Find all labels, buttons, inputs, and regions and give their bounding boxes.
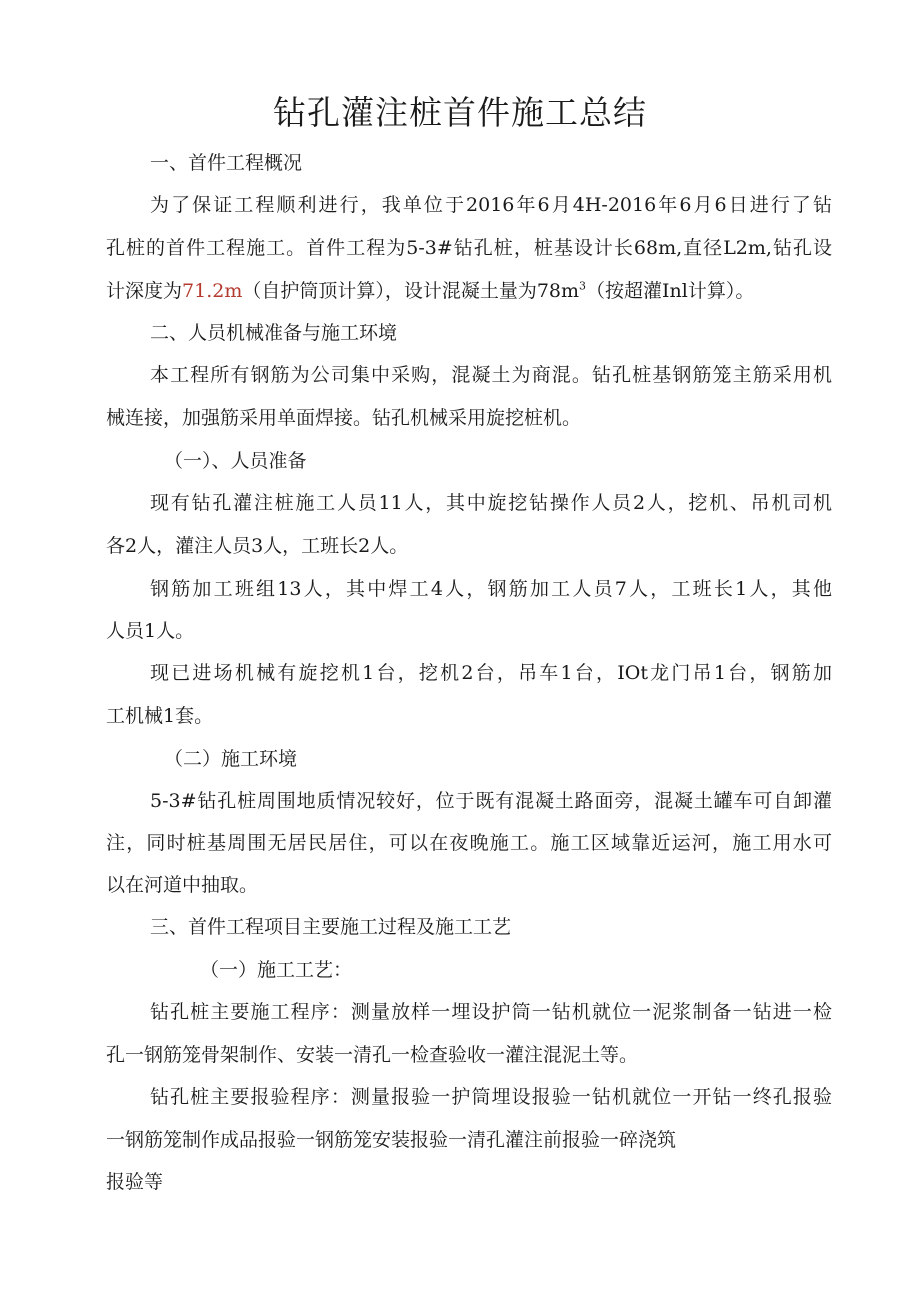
superscript: 3: [579, 279, 587, 293]
paragraph-line: 钻孔桩主要施工程序：测量放样一埋设护筒一钻机就位一泥浆制备一钻进一检: [150, 1001, 832, 1023]
document-title: 钻孔灌注桩首件施工总结: [273, 93, 647, 132]
paragraph-line: 为了保证工程顺利进行，我单位于2016年6月4H-2016年6月6日进行了钻: [150, 194, 832, 216]
section-2-heading: 二、人员机械准备与施工环境: [150, 322, 398, 344]
paragraph-line: 各2人，灌注人员3人，工班长2人。: [106, 535, 409, 557]
highlighted-depth-value: 71.2m: [182, 280, 243, 302]
paragraph-line: 以在河道中抽取。: [106, 874, 259, 896]
paragraph-line: 现已进场机械有旋挖机1台，挖机2台，吊车1台，IOt龙门吊1台，钢筋加: [150, 662, 832, 684]
text-span: （按超灌Inl计算）。: [586, 280, 755, 302]
text-span: （自护筒顶计算），设计混凝土量为78m: [242, 280, 580, 302]
paragraph-line: 孔一钢筋笼骨架制作、安装一清孔一检查验收一灌注混泥土等。: [106, 1044, 639, 1066]
section-1-heading: 一、首件工程概况: [150, 152, 303, 174]
subsection-heading: （一）、人员准备: [164, 450, 307, 472]
section-3-heading: 三、首件工程项目主要施工过程及施工工艺: [150, 916, 512, 938]
paragraph-line: 5-3#钻孔桩周围地质情况较好，位于既有混凝土路面旁，混凝土罐车可自卸灌: [150, 790, 832, 812]
text-span: 计深度为: [106, 280, 183, 302]
paragraph-line: [106, 278, 754, 304]
subsection-heading: （二）施工环境: [164, 748, 298, 770]
paragraph-line: 一钢筋笼制作成品报验一钢筋笼安装报验一清孔灌注前报验一碎浇筑: [106, 1129, 677, 1151]
paragraph-line: 钻孔桩主要报验程序：测量报验一护筒埋设报验一钻机就位一开钻一终孔报验: [150, 1086, 832, 1108]
paragraph-line: 钢筋加工班组13人，其中焊工4人，钢筋加工人员7人，工班长1人，其他: [150, 578, 832, 600]
paragraph-line: 械连接，加强筋采用单面焊接。钻孔机械采用旋挖桩机。: [106, 407, 582, 429]
subsection-heading: （一）施工工艺：: [200, 959, 353, 981]
paragraph-line: 孔桩的首件工程施工。首件工程为5-3#钻孔桩，桩基设计长68m,直径L2m,钻孔设: [106, 237, 832, 259]
paragraph-line: 人员1人。: [106, 620, 195, 642]
paragraph-line: 报验等: [106, 1171, 164, 1193]
paragraph-line: 工机械1套。: [106, 705, 214, 727]
paragraph-line: 现有钻孔灌注桩施工人员11人，其中旋挖钻操作人员2人，挖机、吊机司机: [150, 492, 832, 514]
paragraph-line: 本工程所有钢筋为公司集中采购，混凝土为商混。钻孔桩基钢筋笼主筋采用机: [150, 364, 832, 386]
paragraph-line: 注，同时桩基周围无居民居住，可以在夜晚施工。施工区域靠近运河，施工用水可: [106, 832, 832, 854]
